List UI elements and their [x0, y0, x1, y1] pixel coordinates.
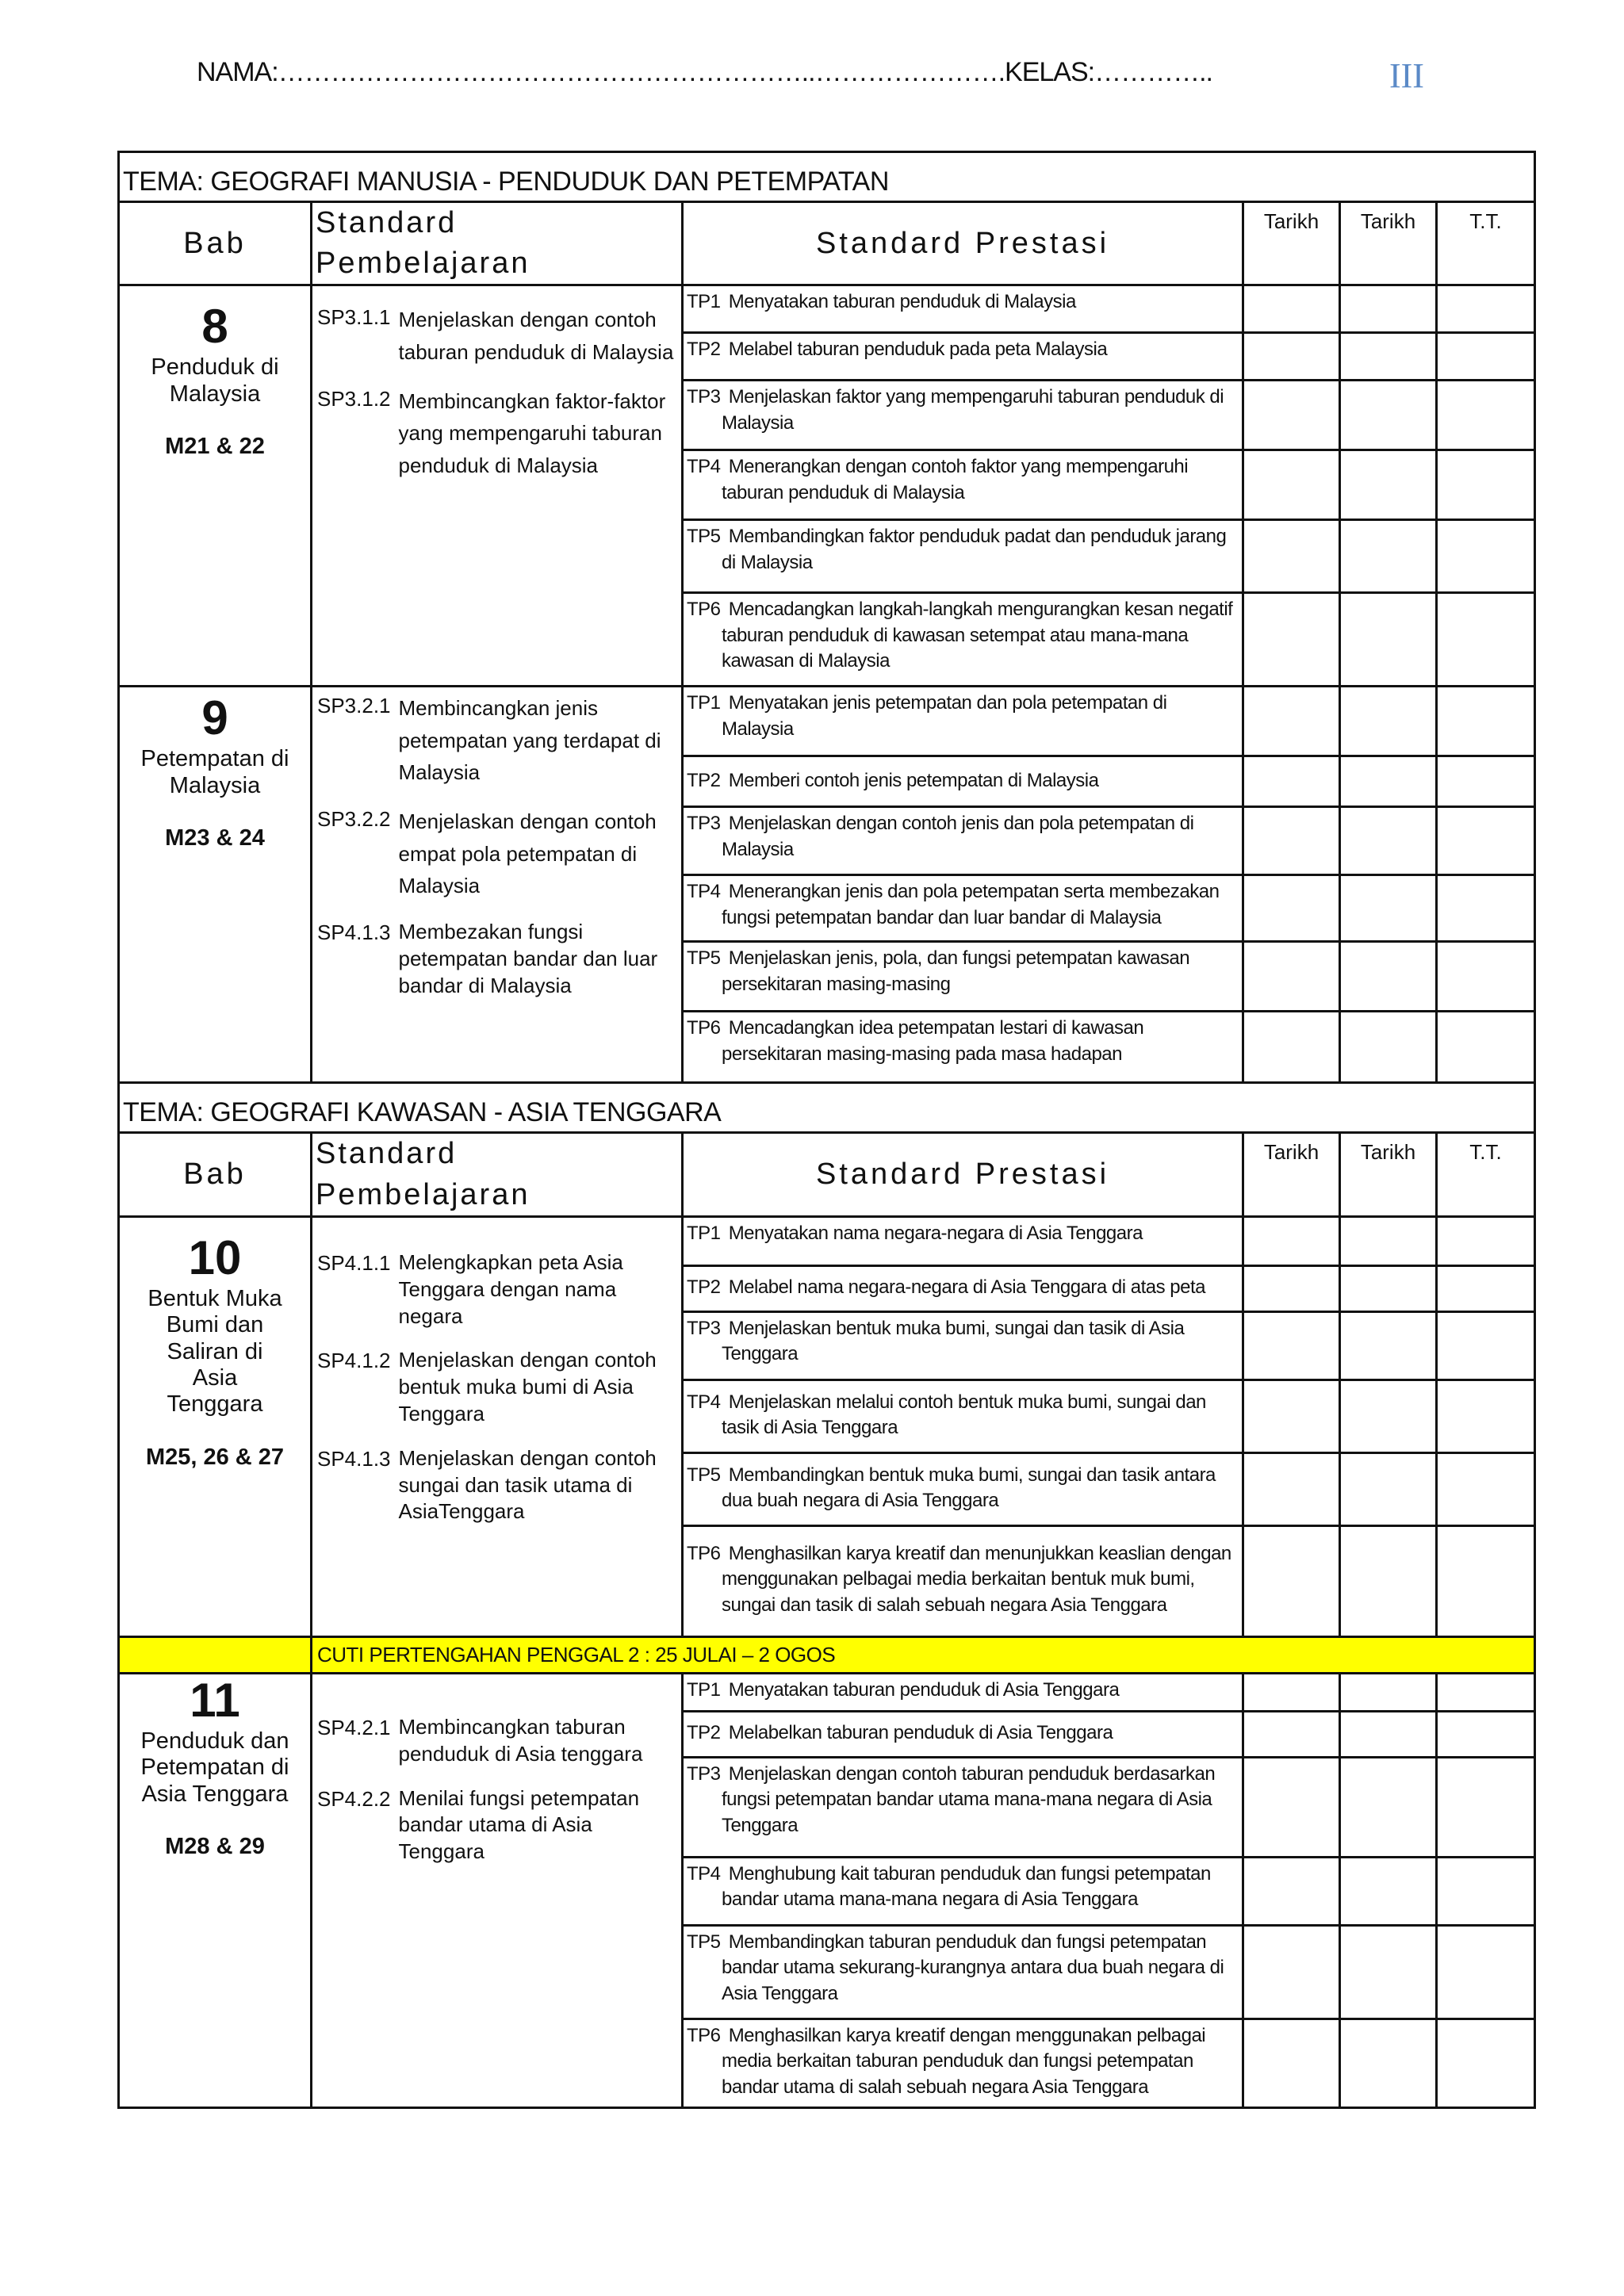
tp-code: TP6 [687, 1017, 721, 1039]
tp-text: Menjelaskan dengan contoh taburan penduduk berdasarkan fungsi petempatan bandar utama mana-mana negara di Asia Tenggara [722, 1763, 1216, 1836]
signature-cell[interactable] [1437, 1858, 1535, 1926]
performance-standard [683, 1926, 1243, 2019]
tp-text: Membandingkan faktor penduduk padat dan penduduk jarang di Malaysia [722, 526, 1227, 573]
sp-code: SP3.1.1 [317, 305, 391, 330]
tp-text: Membandingkan bentuk muka bumi, sungai dan tasik antara dua buah negara di Asia Tenggara [722, 1464, 1216, 1512]
date-cell-2[interactable] [1340, 1012, 1437, 1083]
learning-standard [317, 1445, 676, 1525]
tp-text: Menjelaskan bentuk muka bumi, sungai dan tasik di Asia Tenggara [722, 1317, 1185, 1365]
tp-code: TP5 [687, 947, 721, 970]
learning-standard [317, 806, 676, 901]
signature-cell[interactable] [1437, 687, 1535, 756]
date-cell-2[interactable] [1340, 807, 1437, 875]
date-cell-2[interactable] [1340, 450, 1437, 520]
col-header-prestasi: Standard Prestasi [683, 1133, 1243, 1217]
date-cell-2[interactable] [1340, 1758, 1437, 1858]
tp-code: TP1 [687, 1679, 721, 1701]
date-cell-1[interactable] [1243, 1265, 1340, 1311]
date-cell-1[interactable] [1243, 1311, 1340, 1380]
date-cell-2[interactable] [1340, 593, 1437, 687]
date-cell-1[interactable] [1243, 1674, 1340, 1712]
performance-standard [683, 1311, 1243, 1380]
tp-code: TP5 [687, 1931, 721, 1954]
sp-text: Menjelaskan dengan contoh bentuk muka bumi di Asia Tenggara [398, 1348, 657, 1425]
tp-code: TP2 [687, 339, 721, 361]
date-cell-2[interactable] [1340, 520, 1437, 593]
date-cell-2[interactable] [1340, 1926, 1437, 2019]
signature-cell[interactable] [1437, 756, 1535, 807]
date-cell-1[interactable] [1243, 450, 1340, 520]
signature-cell[interactable] [1437, 2019, 1535, 2108]
date-cell-1[interactable] [1243, 687, 1340, 756]
col-header-tarikh-1: Tarikh [1243, 1133, 1340, 1217]
learning-standard [317, 1249, 676, 1330]
chapter-number: 10 [188, 1230, 242, 1284]
performance-standard [683, 687, 1243, 756]
date-cell-2[interactable] [1340, 1311, 1437, 1380]
tp-code: TP4 [687, 456, 721, 478]
performance-standard [683, 381, 1243, 450]
date-cell-1[interactable] [1243, 333, 1340, 381]
signature-cell[interactable] [1437, 1525, 1535, 1636]
signature-cell[interactable] [1437, 520, 1535, 593]
tp-code: TP3 [687, 1317, 721, 1339]
performance-standard [683, 875, 1243, 942]
tp-text: Menjelaskan jenis, pola, dan fungsi petempatan kawasan persekitaran masing-masing [722, 947, 1190, 995]
tp-code: TP6 [687, 1542, 721, 1564]
date-cell-2[interactable] [1340, 1712, 1437, 1758]
tp-code: TP1 [687, 291, 721, 313]
date-cell-2[interactable] [1340, 333, 1437, 381]
performance-standard [683, 1012, 1243, 1083]
tp-code: TP5 [687, 526, 721, 548]
sp-code: SP4.2.1 [317, 1716, 391, 1740]
chapter-cell [119, 687, 312, 1083]
date-cell-1[interactable] [1243, 593, 1340, 687]
tp-text: Melabelkan taburan penduduk di Asia Tenggara [728, 1722, 1113, 1744]
tp-text: Menghubung kait taburan penduduk dan fungsi petempatan bandar utama mana-mana negara di Asia Tenggara [722, 1863, 1211, 1911]
signature-cell[interactable] [1437, 1712, 1535, 1758]
date-cell-1[interactable] [1243, 942, 1340, 1012]
tp-code: TP4 [687, 1863, 721, 1885]
tp-code: TP4 [687, 1391, 721, 1414]
sp-text: Menjelaskan dengan contoh taburan penduduk di Malaysia [398, 308, 674, 364]
sp-code: SP3.2.1 [317, 694, 391, 718]
date-cell-1[interactable] [1243, 875, 1340, 942]
tp-text: Menyatakan taburan penduduk di Asia Tenggara [728, 1679, 1120, 1701]
performance-standard [683, 593, 1243, 687]
sp-code: SP4.1.3 [317, 920, 391, 945]
signature-cell[interactable] [1437, 1674, 1535, 1712]
learning-standard [317, 1785, 676, 1866]
date-cell-2[interactable] [1340, 1452, 1437, 1525]
performance-standard [683, 1452, 1243, 1525]
tp-code: TP6 [687, 2025, 721, 2047]
sp-text: Menjelaskan dengan contoh sungai dan tasik utama di AsiaTenggara [398, 1445, 657, 1524]
sp-code: SP3.2.2 [317, 807, 391, 832]
chapter-weeks: M21 & 22 [165, 434, 265, 460]
col-header-tarikh-2: Tarikh [1340, 201, 1437, 285]
sp-text: Membincangkan taburan penduduk di Asia tenggara [398, 1715, 643, 1766]
chapter-number: 11 [190, 1674, 240, 1728]
performance-standard [683, 1712, 1243, 1758]
signature-cell[interactable] [1437, 1452, 1535, 1525]
date-cell-2[interactable] [1340, 2019, 1437, 2108]
signature-cell[interactable] [1437, 333, 1535, 381]
performance-standard [683, 333, 1243, 381]
tp-code: TP5 [687, 1464, 721, 1487]
tp-text: Menjelaskan faktor yang mempengaruhi taburan penduduk di Malaysia [722, 386, 1224, 434]
col-header-sp: Standard Pembelajaran [312, 1133, 683, 1217]
chapter-name: Penduduk di Malaysia [151, 354, 279, 407]
theme-heading-2: TEMA: GEOGRAFI KAWASAN - ASIA TENGGARA [119, 1083, 1535, 1133]
chapter-cell [119, 1216, 312, 1636]
tp-code: TP1 [687, 1222, 721, 1244]
tp-text: Menyatakan jenis petempatan dan pola petempatan di Malaysia [722, 692, 1167, 740]
performance-standard [683, 807, 1243, 875]
date-cell-2[interactable] [1340, 381, 1437, 450]
date-cell-2[interactable] [1340, 1525, 1437, 1636]
date-cell-1[interactable] [1243, 1926, 1340, 2019]
performance-standard [683, 1674, 1243, 1712]
date-cell-1[interactable] [1243, 1858, 1340, 1926]
sp-code: SP4.2.2 [317, 1786, 391, 1811]
learning-standard [317, 1347, 676, 1427]
sp-text: Menilai fungsi petempatan bandar utama di Asia Tenggara [398, 1785, 640, 1864]
date-cell-1[interactable] [1243, 2019, 1340, 2108]
date-cell-1[interactable] [1243, 1525, 1340, 1636]
signature-cell[interactable] [1437, 1311, 1535, 1380]
col-header-bab: Bab [119, 201, 312, 285]
sp-text: Menjelaskan dengan contoh empat pola petempatan di Malaysia [398, 809, 657, 897]
learning-standard [317, 304, 676, 368]
col-header-bab: Bab [119, 1133, 312, 1217]
sp-code: SP4.1.3 [317, 1446, 391, 1471]
learning-standards-cell [312, 687, 683, 1083]
sp-code: SP3.1.2 [317, 387, 391, 411]
chapter-cell [119, 285, 312, 687]
col-header-sp: Standard Pembelajaran [312, 201, 683, 285]
tp-text: Mencadangkan langkah-langkah mengurangkan kesan negatif taburan penduduk di kawasan setempat atau mana-mana kawasan di Malaysia [722, 599, 1233, 672]
signature-cell[interactable] [1437, 875, 1535, 942]
learning-standard [317, 919, 676, 999]
performance-standard [683, 285, 1243, 333]
tp-text: Mencadangkan idea petempatan lestari di kawasan persekitaran masing-masing pada masa hadapan [722, 1017, 1144, 1065]
tp-text: Menerangkan jenis dan pola petempatan serta membezakan fungsi petempatan bandar dan luar bandar di Malaysia [722, 881, 1220, 928]
chapter-number: 9 [201, 691, 228, 745]
sp-text: Membezakan fungsi petempatan bandar dan luar bandar di Malaysia [398, 920, 658, 997]
tp-text: Menghasilkan karya kreatif dan menunjukkan keaslian dengan menggunakan pelbagai media berkaitan bentuk muk bumi, sungai dan tasik di salah sebuah negara Asia Tenggara [722, 1542, 1231, 1616]
learning-standards-cell [312, 1674, 683, 2108]
sp-text: Membincangkan jenis petempatan yang terdapat di Malaysia [398, 696, 661, 785]
date-cell-1[interactable] [1243, 1712, 1340, 1758]
tp-code: TP6 [687, 599, 721, 621]
tp-text: Menjelaskan melalui contoh bentuk muka bumi, sungai dan tasik di Asia Tenggara [722, 1391, 1206, 1439]
col-header-tt: T.T. [1437, 1133, 1535, 1217]
chapter-number: 8 [201, 300, 228, 354]
date-cell-2[interactable] [1340, 942, 1437, 1012]
learning-standard [317, 692, 676, 788]
chapter-name: Penduduk dan Petempatan di Asia Tenggara [140, 1728, 289, 1807]
performance-standard [683, 1525, 1243, 1636]
tp-text: Menghasilkan karya kreatif dengan menggunakan pelbagai media berkaitan taburan penduduk dan fungsi petempatan bandar utama di salah sebuah negara Asia Tenggara [722, 2025, 1206, 2098]
learning-standard [317, 385, 676, 481]
name-class-line: NAMA:……………………………………………………..………………….KELAS:………….. [197, 57, 1212, 87]
signature-cell[interactable] [1437, 1012, 1535, 1083]
date-cell-2[interactable] [1340, 687, 1437, 756]
performance-standard [683, 1858, 1243, 1926]
date-cell-1[interactable] [1243, 1216, 1340, 1265]
chapter-name: Bentuk Muka Bumi dan Saliran di Asia Tenggara [147, 1285, 282, 1418]
date-cell-1[interactable] [1243, 1380, 1340, 1452]
date-cell-1[interactable] [1243, 807, 1340, 875]
performance-standard [683, 942, 1243, 1012]
tp-text: Melabel nama negara-negara di Asia Tenggara di atas peta [728, 1276, 1206, 1299]
record-table-frame [117, 151, 1534, 2109]
col-header-prestasi: Standard Prestasi [683, 201, 1243, 285]
date-cell-2[interactable] [1340, 1265, 1437, 1311]
holiday-row-spacer [119, 1636, 312, 1673]
tp-text: Memberi contoh jenis petempatan di Malaysia [728, 769, 1099, 791]
tp-text: Membandingkan taburan penduduk dan fungsi petempatan bandar utama sekurang-kurangnya antara dua buah negara di Asia Tenggara [722, 1931, 1224, 2004]
date-cell-2[interactable] [1340, 1380, 1437, 1452]
date-cell-2[interactable] [1340, 1858, 1437, 1926]
performance-standard [683, 450, 1243, 520]
signature-cell[interactable] [1437, 1380, 1535, 1452]
tp-code: TP2 [687, 1722, 721, 1744]
tp-code: TP3 [687, 813, 721, 835]
date-cell-1[interactable] [1243, 1452, 1340, 1525]
col-header-tt: T.T. [1437, 201, 1535, 285]
signature-cell[interactable] [1437, 450, 1535, 520]
date-cell-1[interactable] [1243, 520, 1340, 593]
tp-code: TP3 [687, 386, 721, 408]
tp-text: Melabel taburan penduduk pada peta Malaysia [728, 339, 1108, 361]
signature-cell[interactable] [1437, 285, 1535, 333]
performance-standard [683, 1758, 1243, 1858]
learning-standards-cell [312, 285, 683, 687]
date-cell-1[interactable] [1243, 381, 1340, 450]
signature-cell[interactable] [1437, 1758, 1535, 1858]
tp-code: TP2 [687, 769, 721, 791]
performance-standard [683, 520, 1243, 593]
performance-standard [683, 2019, 1243, 2108]
signature-cell[interactable] [1437, 1216, 1535, 1265]
chapter-name: Petempatan di Malaysia [140, 746, 289, 798]
date-cell-2[interactable] [1340, 1674, 1437, 1712]
date-cell-1[interactable] [1243, 756, 1340, 807]
record-table [117, 151, 1536, 2109]
tp-text: Menjelaskan dengan contoh jenis dan pola petempatan di Malaysia [722, 813, 1194, 860]
col-header-tarikh-1: Tarikh [1243, 201, 1340, 285]
sp-text: Membincangkan faktor-faktor yang mempengaruhi taburan penduduk di Malaysia [398, 389, 666, 477]
signature-cell[interactable] [1437, 807, 1535, 875]
date-cell-2[interactable] [1340, 756, 1437, 807]
sp-text: Melengkapkan peta Asia Tenggara dengan nama negara [398, 1249, 623, 1328]
signature-cell[interactable] [1437, 381, 1535, 450]
page-number: III [1389, 56, 1424, 95]
date-cell-2[interactable] [1340, 285, 1437, 333]
chapter-weeks: M23 & 24 [165, 825, 265, 851]
tp-code: TP4 [687, 881, 721, 903]
performance-standard [683, 1380, 1243, 1452]
chapter-weeks: M25, 26 & 27 [145, 1444, 285, 1470]
theme-heading-1: TEMA: GEOGRAFI MANUSIA - PENDUDUK DAN PETEMPATAN [119, 152, 1535, 202]
sp-code: SP4.1.1 [317, 1250, 391, 1275]
signature-cell[interactable] [1437, 593, 1535, 687]
chapter-weeks: M28 & 29 [165, 1834, 265, 1860]
signature-cell[interactable] [1437, 1265, 1535, 1311]
col-header-tarikh-2: Tarikh [1340, 1133, 1437, 1217]
chapter-cell [119, 1674, 312, 2108]
holiday-banner: CUTI PERTENGAHAN PENGGAL 2 : 25 JULAI – 2 OGOS [312, 1636, 1535, 1673]
date-cell-1[interactable] [1243, 285, 1340, 333]
tp-code: TP2 [687, 1276, 721, 1299]
performance-standard [683, 1265, 1243, 1311]
date-cell-1[interactable] [1243, 1012, 1340, 1083]
signature-cell[interactable] [1437, 1926, 1535, 2019]
signature-cell[interactable] [1437, 942, 1535, 1012]
date-cell-2[interactable] [1340, 1216, 1437, 1265]
date-cell-1[interactable] [1243, 1758, 1340, 1858]
tp-code: TP1 [687, 692, 721, 714]
performance-standard [683, 756, 1243, 807]
tp-code: TP3 [687, 1763, 721, 1785]
date-cell-2[interactable] [1340, 875, 1437, 942]
tp-text: Menyatakan nama negara-negara di Asia Tenggara [728, 1222, 1143, 1244]
tp-text: Menerangkan dengan contoh faktor yang mempengaruhi taburan penduduk di Malaysia [722, 456, 1189, 503]
performance-standard [683, 1216, 1243, 1265]
tp-text: Menyatakan taburan penduduk di Malaysia [728, 291, 1076, 313]
learning-standard [317, 1714, 676, 1768]
sp-code: SP4.1.2 [317, 1349, 391, 1373]
learning-standards-cell [312, 1216, 683, 1636]
